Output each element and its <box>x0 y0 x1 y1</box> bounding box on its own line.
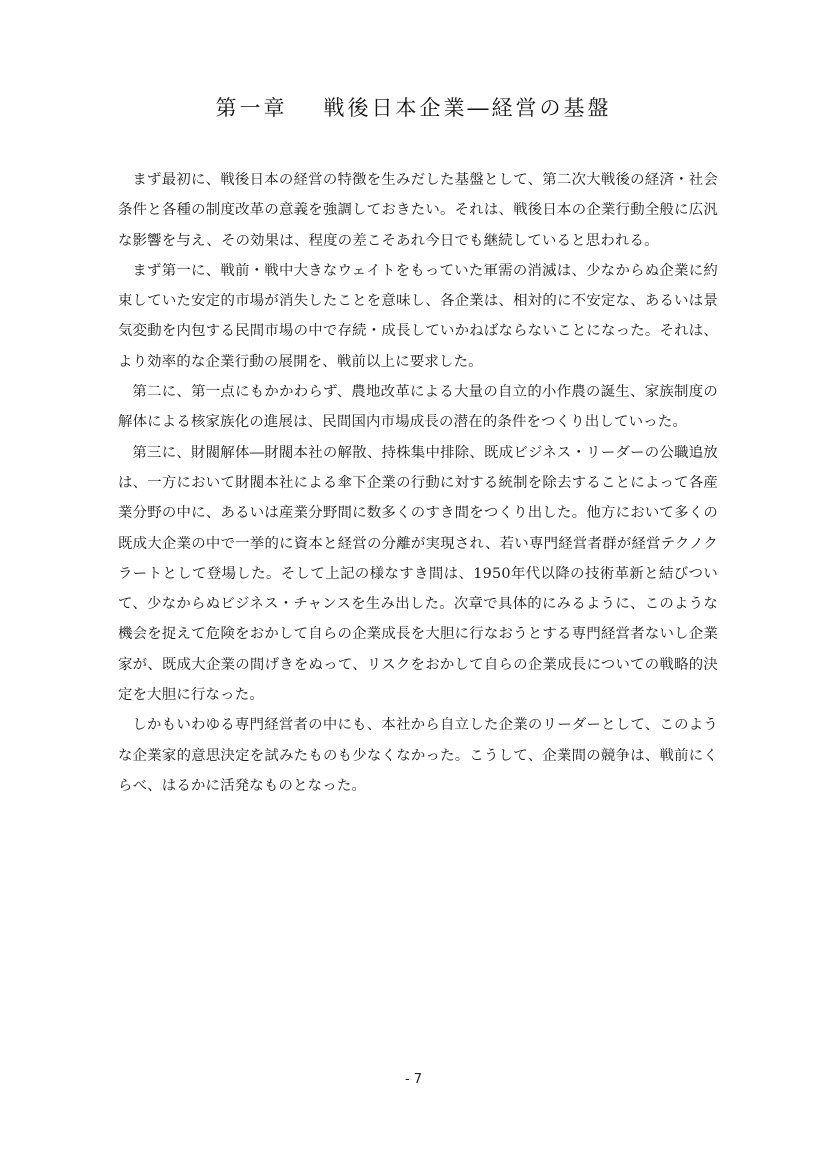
chapter-number: 第一章 <box>215 96 288 120</box>
page-number: - 7 <box>404 1072 423 1087</box>
body-text <box>118 165 718 801</box>
chapter-title: 戦後日本企業―経営の基盤 <box>323 96 612 120</box>
chapter-heading <box>0 92 827 122</box>
paragraph: まず最初に、戦後日本の経営の特徴を生みだした基盤として、第二次大戦後の経済・社会条件と各種の制度改革の意義を強調しておきたい。それは、戦後日本の企業行動全般に広汎な影響を与え、その効果は、程度の差こそあれ今日でも継続していると思われる。 <box>118 172 718 249</box>
paragraph: 第二に、第一点にもかかわらず、農地改革による大量の自立的小作農の誕生、家族制度の解体による核家族化の進展は、民間国内市場成長の潜在的条件をつくり出していった。 <box>118 384 718 431</box>
paragraph: しかもいわゆる専門経営者の中にも、本社から自立した企業のリーダーとして、このような企業家的意思決定を試みたものも少なくなかった。こうして、企業間の競争は、戦前にくらべ、はるかに活発なものとなった。 <box>118 717 718 794</box>
paragraph: まず第一に、戦前・戦中大きなウェイトをもっていた軍需の消滅は、少なからぬ企業に約束していた安定的市場が消失したことを意味し、各企業は、相対的に不安定な、あるいは景気変動を内包する民間市場の中で存続・成長していかねばならないことになった。それは、より効率的な企業行動の展開を、戦前以上に要求した。 <box>118 262 718 370</box>
paragraph: 第三に、財閥解体―財閥本社の解散、持株集中排除、既成ビジネス・リーダーの公職追放は、一方において財閥本社による傘下企業の行動に対する統制を除去することによって各産業分野の中に、あるいは産業分野間に数多くのすき間をつくり出した。他方において多くの既成大企業の中で一挙的に資本と経営の分離が実現され、若い専門経営者群が経営テクノクラートとして登場した。そして上記の様なすき間は、1950年代以降の技術革新と結びついて、少なからぬビジネス・チャンスを生み出した。次章で具体的にみるように、このような機会を捉えて危険をおかして自らの企業成長を大胆に行なおうとする専門経営者ないし企業家が、既成大企業の間げきをぬって、リスクをおかして自らの企業成長についての戦略的決定を大胆に行なった。 <box>118 444 718 704</box>
